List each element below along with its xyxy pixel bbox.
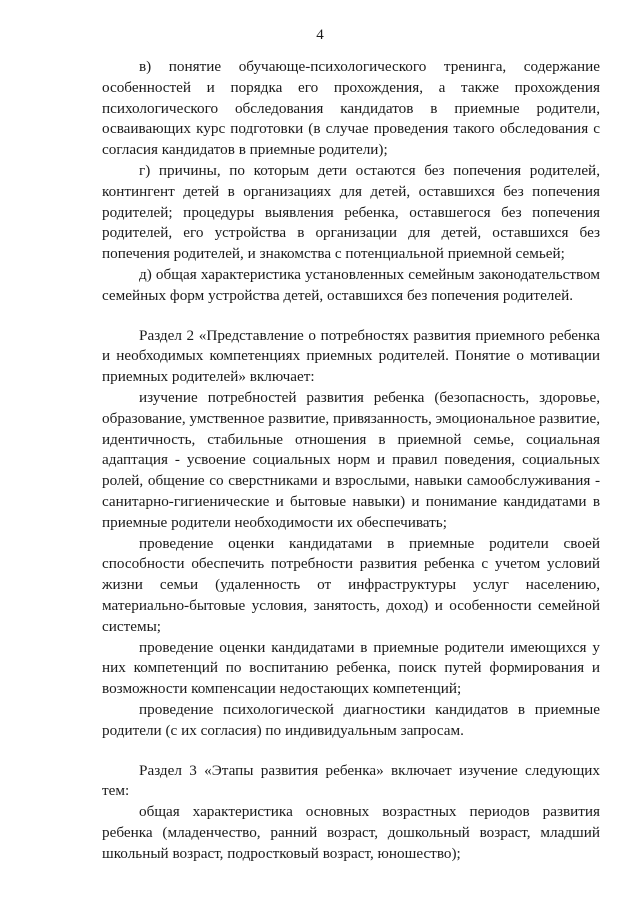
paragraph: проведение психологической диагностики кандидатов в приемные родители (с их согласия) по индивидуальным запросам.	[102, 700, 600, 739]
paragraph: г) причины, по которым дети остаются без попечения родителей, контингент детей в организациях для детей, оставшихся без попечения родителей; процедуры выявления ребенка, оставшегося без попечения родителей, его устройства в организации для детей, оставшихся без попечения родителей, и знакомства с потенциальной приемной семьей;	[102, 161, 600, 263]
paragraph: в) понятие обучающе-психологического тренинга, содержание особенностей и порядка его прохождения, а также прохождения психологического обследования кандидатов в приемные родители, осваивающих курс подготовки (в случае проведения такого обследования с согласия кандидатов в приемные родители);	[102, 58, 600, 159]
document-body	[102, 57, 600, 864]
paragraph: Раздел 2 «Представление о потребностях развития приемного ребенка и необходимых компетенциях приемных родителей. Понятие о мотивации приемных родителей» включает:	[102, 326, 600, 386]
paragraph: д) общая характеристика установленных семейным законодательством семейных форм устройства детей, оставшихся без попечения родителей.	[102, 265, 600, 304]
paragraph: проведение оценки кандидатами в приемные родители своей способности обеспечить потребности развития ребенка с учетом условий жизни семьи (удаленность от инфраструктуры услуг населению, материально-бытовые условия, занятость, доход) и особенности семейной системы;	[102, 534, 600, 635]
section-gap	[102, 307, 600, 326]
paragraph: общая характеристика основных возрастных периодов развития ребенка (младенчество, ранний возраст, дошкольный возраст, младший школьный возраст, подростковый возраст, юношество);	[102, 803, 600, 862]
paragraph: изучение потребностей развития ребенка (безопасность, здоровье, образование, умственное развитие, привязанность, эмоциональное развитие, идентичность, стабильные отношения в приемной семье, социальная адаптация - усвоение социальных норм и правил поведения, социальных ролей, общение со сверстниками и взрослыми, навыки самообслуживания - санитарно-гигиенические и бытовые навыки) и понимание кандидатами в приемные родители необходимости их обеспечивать;	[102, 388, 600, 531]
paragraph: проведение оценки кандидатами в приемные родители имеющихся у них компетенций по воспитанию ребенка, поиск путей формирования и возможности компенсации недостающих компетенций;	[102, 638, 600, 698]
paragraph: Раздел 3 «Этапы развития ребенка» включает изучение следующих тем:	[102, 761, 600, 800]
section-gap	[102, 742, 600, 761]
page-number: 4	[316, 27, 324, 43]
